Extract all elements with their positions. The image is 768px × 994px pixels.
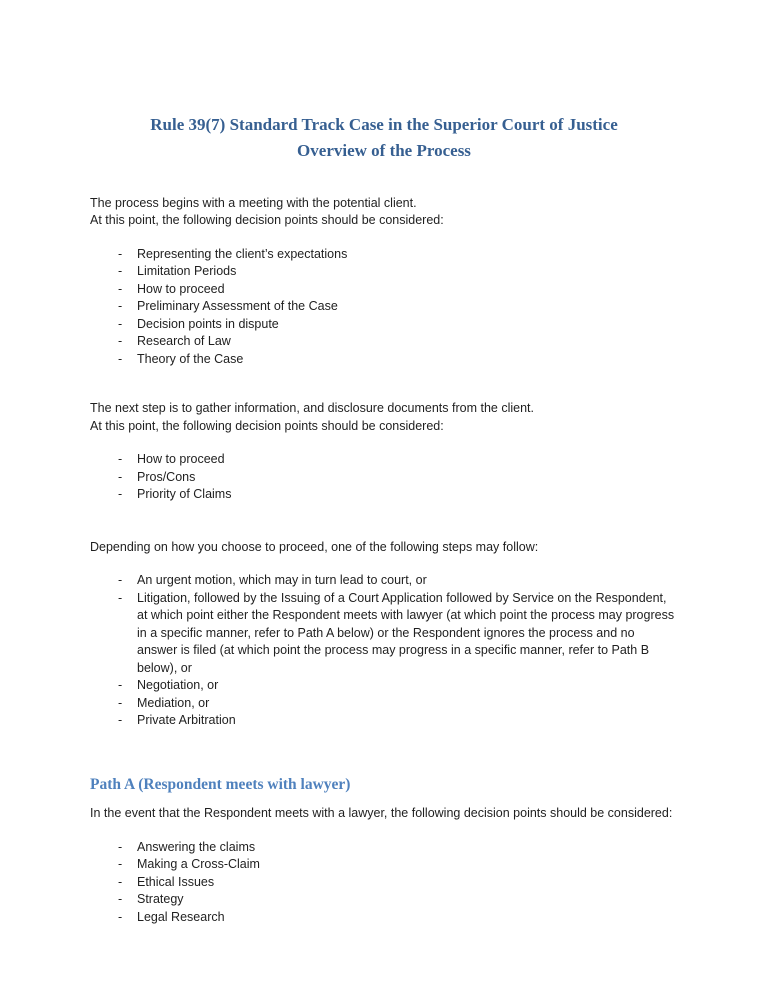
list-item-text: Making a Cross-Claim (137, 857, 260, 872)
dash-bullet: - (118, 678, 123, 693)
dash-bullet: - (118, 316, 123, 331)
list-item (118, 469, 678, 487)
proceed-options-list (118, 572, 678, 730)
dash-bullet: - (118, 452, 123, 467)
list-item-text: Pros/Cons (137, 469, 196, 484)
list-item (118, 874, 678, 892)
document-title (90, 112, 678, 165)
list-item (118, 572, 678, 590)
list-item-text: Negotiation, or (137, 678, 219, 693)
dash-bullet: - (118, 246, 123, 261)
list-item-text: Legal Research (137, 909, 225, 924)
dash-bullet: - (118, 299, 123, 314)
list-item-text: Ethical Issues (137, 874, 215, 889)
list-item-text: An urgent motion, which may in turn lead to court, or (137, 573, 427, 588)
dash-bullet: - (118, 351, 123, 366)
path-a-paragraph: In the event that the Respondent meets with a lawyer, the following decision points should be considered: (90, 806, 673, 821)
dash-bullet: - (118, 909, 123, 924)
document-title-line-1: Rule 39(7) Standard Track Case in the Superior Court of Justice (150, 115, 618, 134)
list-item (118, 298, 678, 316)
list-item (118, 909, 678, 927)
dash-bullet: - (118, 874, 123, 889)
decision-points-list-1 (118, 246, 678, 369)
list-item-text: Research of Law (137, 334, 231, 349)
dash-bullet: - (118, 281, 123, 296)
dash-bullet: - (118, 469, 123, 484)
list-item (118, 486, 678, 504)
intro-paragraph-line-2: At this point, the following decision points should be considered: (90, 213, 444, 228)
list-item (118, 351, 678, 369)
list-item (118, 839, 678, 857)
dash-bullet: - (118, 573, 123, 588)
intro-paragraph-line-1: The process begins with a meeting with the potential client. (90, 195, 417, 210)
list-item-text: Mediation, or (137, 695, 210, 710)
list-item-text: Private Arbitration (137, 713, 236, 728)
list-item-text: How to proceed (137, 452, 225, 467)
dash-bullet: - (118, 590, 123, 605)
list-item-text: Theory of the Case (137, 351, 244, 366)
list-item (118, 333, 678, 351)
list-item (118, 677, 678, 695)
list-item (118, 891, 678, 909)
proceed-options-paragraph: Depending on how you choose to proceed, one of the following steps may follow: (90, 539, 539, 554)
list-item-text: Litigation, followed by the Issuing of a Court Application followed by Service on the Respondent, at which point either the Respondent meets with lawyer (at which point the process may progress in a specific manner, refer to Path A below) or the Respondent ignores the process and no answer is filed (at which point the process may progress in a specific manner, refer to Path B below), or (137, 590, 675, 675)
next-step-paragraph-line-1: The next step is to gather information, and disclosure documents from the client. (90, 401, 534, 416)
list-item-text: Representing the client’s expectations (137, 246, 348, 261)
list-item (118, 590, 678, 678)
list-item (118, 712, 678, 730)
dash-bullet: - (118, 713, 123, 728)
document-title-line-2: Overview of the Process (297, 141, 471, 161)
list-item-text: Decision points in dispute (137, 316, 279, 331)
path-a-heading: Path A (Respondent meets with lawyer) (90, 775, 351, 793)
dash-bullet: - (118, 857, 123, 872)
list-item-text: Priority of Claims (137, 487, 232, 502)
dash-bullet: - (118, 839, 123, 854)
list-item (118, 246, 678, 264)
list-item (118, 451, 678, 469)
list-item (118, 856, 678, 874)
dash-bullet: - (118, 487, 123, 502)
list-item (118, 695, 678, 713)
list-item-text: How to proceed (137, 281, 225, 296)
list-item (118, 281, 678, 299)
list-item-text: Answering the claims (137, 839, 256, 854)
list-item (118, 263, 678, 281)
dash-bullet: - (118, 695, 123, 710)
next-step-paragraph-line-2: At this point, the following decision points should be considered: (90, 418, 444, 433)
list-item-text: Limitation Periods (137, 264, 237, 279)
decision-points-list-2 (118, 451, 678, 504)
path-a-list (118, 839, 678, 927)
list-item (118, 316, 678, 334)
dash-bullet: - (118, 264, 123, 279)
dash-bullet: - (118, 334, 123, 349)
list-item-text: Preliminary Assessment of the Case (137, 299, 338, 314)
dash-bullet: - (118, 892, 123, 907)
list-item-text: Strategy (137, 892, 184, 907)
